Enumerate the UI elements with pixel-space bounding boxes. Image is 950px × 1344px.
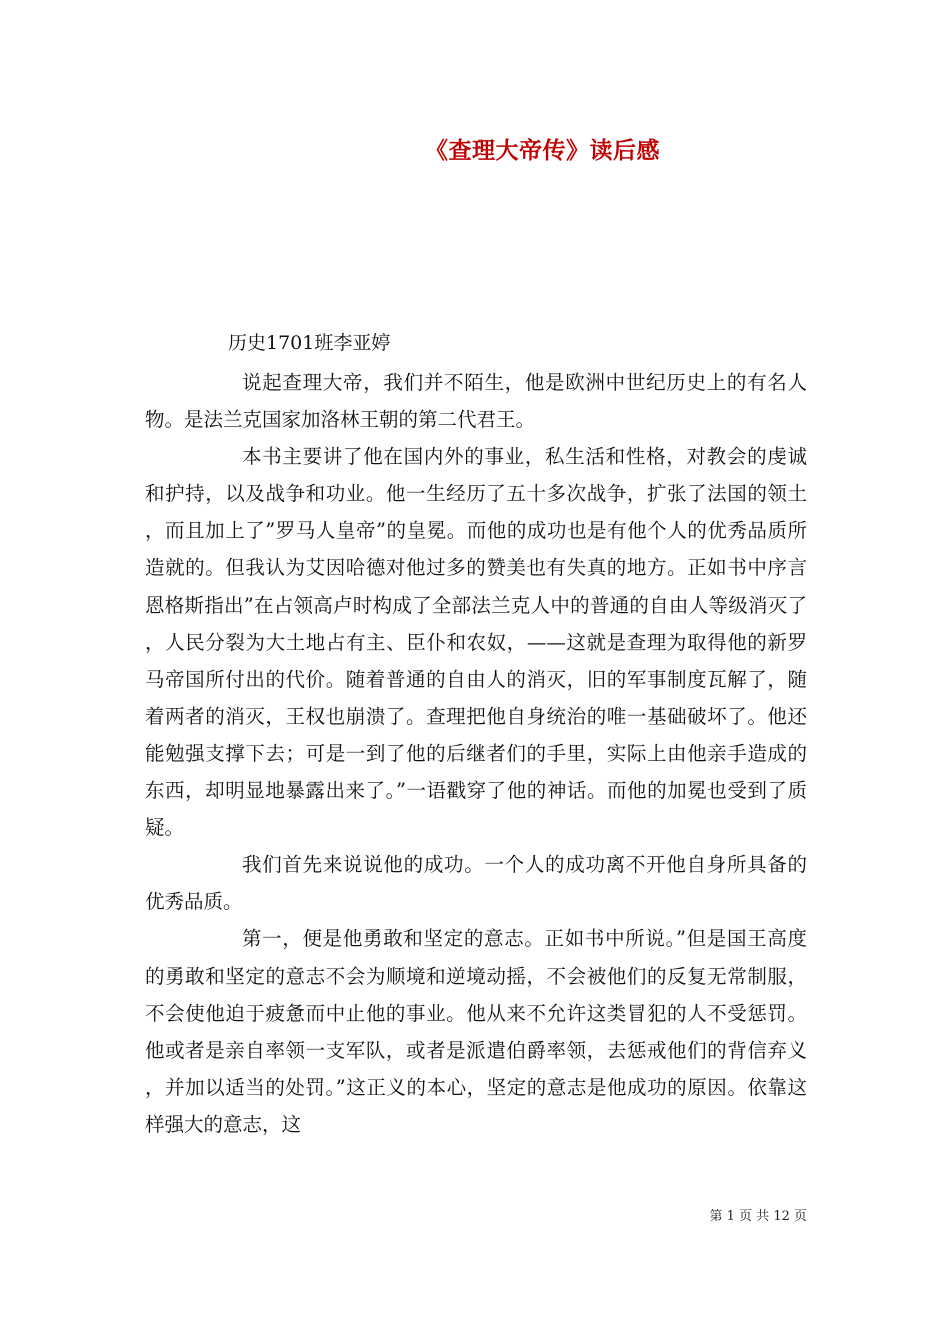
page-number-footer: 第 1 页 共 12 页 <box>709 1209 807 1224</box>
paragraph-3: 我们首先来说说他的成功。一个人的成功离不开他自身所具备的优秀品质。 <box>145 853 807 914</box>
paragraph-2: 本书主要讲了他在国内外的事业，私生活和性格，对教会的虔诚和护持，以及战争和功业。他一生经历了五十多次战争，扩张了法国的领土，而且加上了”罗马人皇帝”的皇冕。而他的成功也是有他个人的优秀品质所造就的。但我认为艾因哈德对他过多的赞美也有失真的地方。正如书中序言恩格斯指出”在占领高卢时构成了全部法兰克人中的普通的自由人等级消灭了，人民分裂为大土地占有主、臣仆和农奴，——这就是查理为取得他的新罗马帝国所付出的代价。随着普通的自由人的消灭，旧的军事制度瓦解了，随着两者的消灭，王权也崩溃了。查理把他自身统治的唯一基础破坏了。他还能勉强支撑下去；可是一到了他的后继者们的手里，实际上由他亲手造成的东西，却明显地暴露出来了。”一语戳穿了他的神话。而他的加冕也受到了质疑。 <box>145 445 807 840</box>
document-title: 《查理大帝传》读后感 <box>425 137 660 164</box>
paragraph-1: 说起查理大帝，我们并不陌生，他是欧洲中世纪历史上的有名人物。是法兰克国家加洛林王朝的第二代君王。 <box>145 371 807 432</box>
document-body <box>145 364 807 1143</box>
author-line: 历史1701班李亚婷 <box>228 332 391 354</box>
paragraph-4: 第一，便是他勇敢和坚定的意志。正如书中所说。”但是国王高度的勇敢和坚定的意志不会为顺境和逆境动摇，不会被他们的反复无常制服，不会使他迫于疲惫而中止他的事业。他从来不允许这类冒犯的人不受惩罚。他或者是亲自率领一支军队，或者是派遣伯爵率领，去惩戒他们的背信弃义，并加以适当的处罚。”这正义的本心，坚定的意志是他成功的原因。依靠这样强大的意志，这 <box>145 927 807 1136</box>
